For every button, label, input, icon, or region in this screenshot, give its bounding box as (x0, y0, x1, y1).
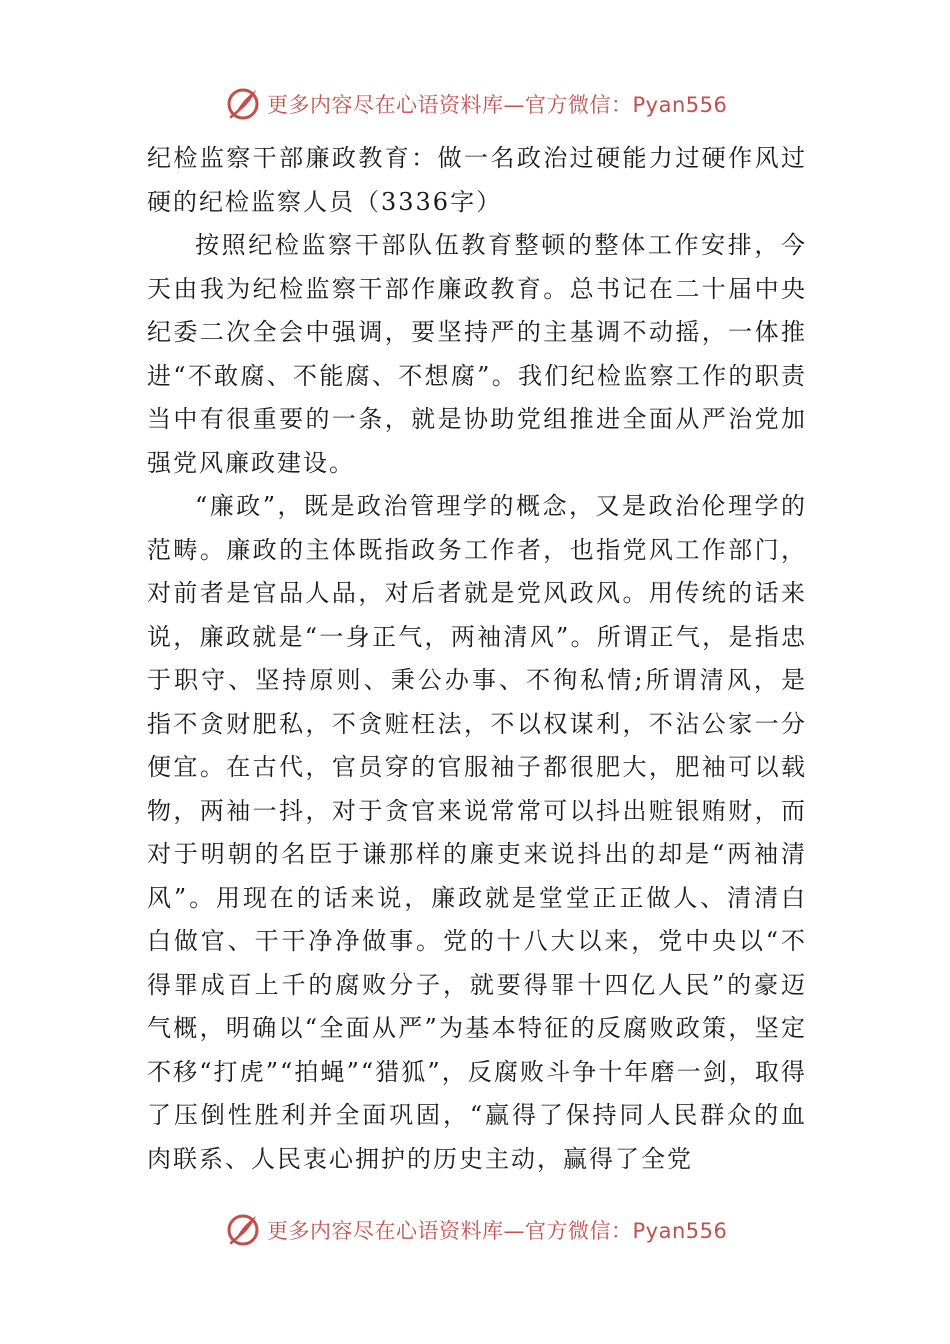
document-title: 纪检监察干部廉政教育：做一名政治过硬能力过硬作风过硬的纪检监察人员（3336字） (147, 144, 807, 216)
quill-pen-logo-icon (225, 1212, 261, 1248)
paragraph: “廉政”，既是政治管理学的概念，又是政治伦理学的范畴。廉政的主体既指政务工作者，也指党风工作部门，对前者是官品人品，对后者就是党风政风。用传统的话来说，廉政就是“一身正气，两袖清风”。所谓正气，是指忠于职守、坚持原则、秉公办事、不徇私情;所谓清风，是指不贪财肥私，不贪赃枉法，不以权谋利，不沾公家一分便宜。在古代，官员穿的官服袖子都很肥大，肥袖可以载物，两袖一抖，对于贪官来说常常可以抖出赃银贿财，而对于明朝的名臣于谦那样的廉吏来说抖出的却是“两袖清风”。用现在的话来说，廉政就是堂堂正正做人、清清白白做官、干干净净做事。党的十八大以来，党中央以“不得罪成百上千的腐败分子，就要得罪十四亿人民”的豪迈气概，明确以“全面从严”为基本特征的反腐败政策，坚定不移“打虎”“拍蝇”“猎狐”，反腐败斗争十年磨一剑，取得了压倒性胜利并全面巩固，“赢得了保持同人民群众的血肉联系、人民衷心拥护的历史主动，赢得了全党 (147, 492, 807, 1173)
header-watermark (225, 84, 745, 124)
paragraph: 按照纪检监察干部队伍教育整顿的整体工作安排，今天由我为纪检监察干部作廉政教育。总书记在二十届中央纪委二次全会中强调，要坚持严的主基调不动摇，一体推进“不敢腐、不能腐、不想腐”。我们纪检监察工作的职责当中有很重要的一条，就是协助党组推进全面从严治党加强党风廉政建设。 (147, 231, 807, 477)
document-body (147, 137, 807, 1181)
footer-watermark (225, 1210, 745, 1250)
quill-pen-logo-icon (225, 86, 261, 122)
watermark-text: 更多内容尽在心语资料库—官方微信：Pyan556 (267, 93, 728, 117)
watermark-text: 更多内容尽在心语资料库—官方微信：Pyan556 (267, 1219, 728, 1243)
